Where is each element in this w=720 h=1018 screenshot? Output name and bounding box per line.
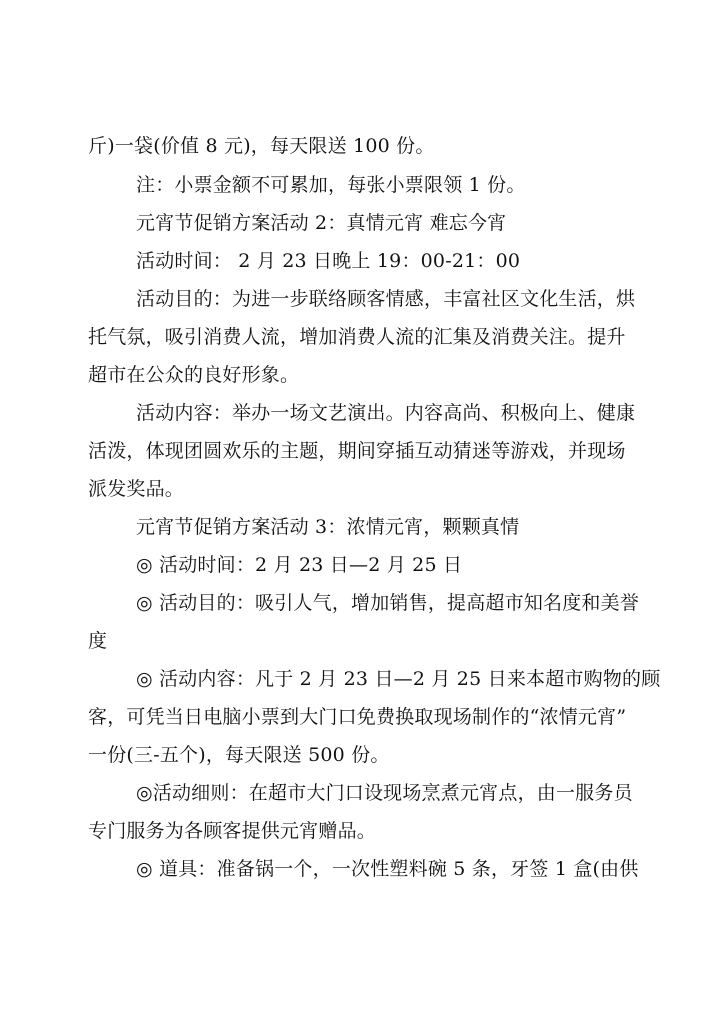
text-line: 活动时间： 2 月 23 日晚上 19：00-21：00 (136, 250, 521, 272)
text-line: 活泼，体现团圆欢乐的主题，期间穿插互动猜迷等游戏，并现场 (88, 440, 626, 462)
text-line: ◎ 活动时间：2 月 23 日—2 月 25 日 (136, 554, 463, 576)
text-line: 超市在公众的良好形象。 (88, 364, 300, 386)
text-line: ◎ 道具：准备锅一个，一次性塑料碗 5 条，牙签 1 盒(由供 (136, 858, 639, 880)
text-line: ◎ 活动内容：凡于 2 月 23 日—2 月 25 日来本超市购物的顾 (136, 668, 661, 690)
text-line: 元宵节促销方案活动 3：浓情元宵，颗颗真情 (136, 516, 520, 538)
text-line: 活动内容：举办一场文艺演出。内容高尚、积极向上、健康 (136, 402, 636, 424)
text-line: 一份(三-五个)，每天限送 500 份。 (88, 744, 390, 766)
text-line: 活动目的：为进一步联络顾客情感，丰富社区文化生活，烘 (136, 288, 636, 310)
text-line: ◎ 活动目的：吸引人气，增加销售，提高超市知名度和美誉 (136, 592, 640, 614)
text-line: 托气氛，吸引消费人流，增加消费人流的汇集及消费关注。提升 (88, 326, 626, 348)
text-line: ◎活动细则：在超市大门口设现场烹煮元宵点，由一服务员 (136, 782, 633, 804)
text-line: 度 (88, 630, 108, 652)
text-line: 客，可凭当日电脑小票到大门口免费换取现场制作的“浓情元宵” (88, 706, 627, 728)
text-line: 注：小票金额不可累加，每张小票限领 1 份。 (136, 174, 526, 196)
text-line: 斤)一袋(价值 8 元)，每天限送 100 份。 (88, 135, 435, 157)
text-line: 元宵节促销方案活动 2：真情元宵 难忘今宵 (136, 212, 507, 234)
text-line: 派发奖品。 (88, 478, 185, 500)
text-line: 专门服务为各顾客提供元宵赠品。 (88, 820, 377, 842)
